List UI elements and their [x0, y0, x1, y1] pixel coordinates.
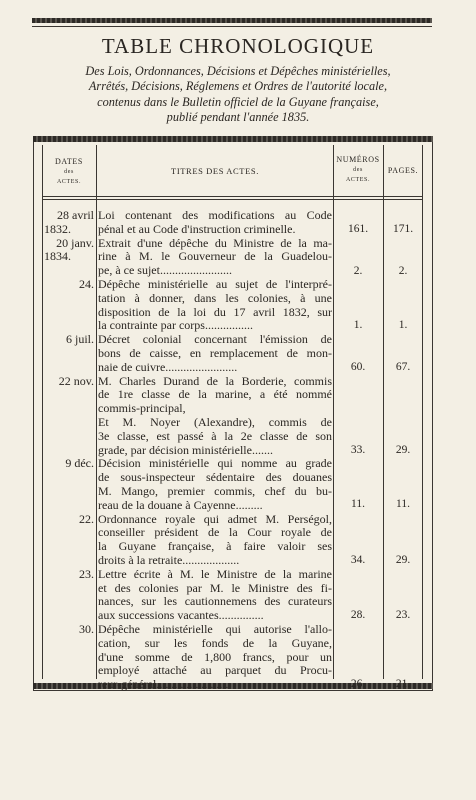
- date-text: 20 janv.: [56, 235, 94, 250]
- row-title: [98, 237, 332, 278]
- row-page: 171.: [392, 223, 414, 235]
- title-line: la contrainte par corps................: [98, 319, 253, 333]
- title-line: Décision ministérielle qui nomme au grade: [98, 457, 332, 471]
- table-top-border: [33, 136, 433, 142]
- row-title: [98, 209, 332, 237]
- row-date: [44, 623, 94, 637]
- date-text: 1832.: [44, 221, 71, 236]
- row-numero: 28.: [350, 608, 366, 621]
- title-line: commis-principal,: [98, 402, 186, 416]
- header-rule: [42, 199, 423, 200]
- row-page: 1.: [398, 318, 408, 331]
- table-row: [0, 333, 476, 374]
- title-line: Extrait d'une dépêche du Ministre de la ma-: [98, 236, 332, 250]
- row-numero: 26.: [350, 677, 366, 690]
- title-line: aux successions vacantes...............: [98, 609, 264, 623]
- table-row: [0, 457, 476, 512]
- row-date: [44, 568, 94, 582]
- row-page: 23.: [395, 608, 411, 621]
- title-line: droits à la retraite...................: [98, 553, 240, 567]
- row-numero: 33.: [350, 443, 366, 456]
- title-line: Ordonnance royale qui admet M. Perségol,: [98, 512, 332, 526]
- title-line: de sous-inspecteur sédentaire des douanes: [98, 471, 332, 485]
- date-text: 30.: [79, 621, 94, 636]
- row-date: [44, 209, 94, 237]
- row-page: 11.: [396, 498, 410, 511]
- column-header-numeros: [334, 155, 382, 185]
- title-line: nances, sur les cautionnemens des curateurs: [98, 595, 332, 609]
- table-row: [0, 375, 476, 458]
- table-body: [0, 209, 476, 692]
- row-title: [98, 333, 332, 374]
- title-line: Dépêche ministérielle au sujet de l'interpré-: [98, 277, 332, 291]
- title-line: tation à donner, dans les colonies, à une: [98, 291, 332, 305]
- page-title: TABLE CHRONOLOGIQUE: [101, 34, 375, 58]
- header-text: NUMÉROS: [336, 155, 380, 164]
- table-row: [0, 237, 476, 278]
- date-text: 24.: [79, 276, 94, 291]
- row-page: 29.: [395, 553, 411, 566]
- title-line: naie de cuivre........................: [98, 360, 238, 374]
- column-header-dates: [43, 157, 95, 187]
- title-line: Dépêche ministérielle qui autorise l'allo-: [98, 622, 332, 636]
- row-numero: 11.: [351, 498, 365, 511]
- row-title: [98, 375, 332, 458]
- title-line: et des colonies par M. le Ministre des fi-: [98, 581, 332, 595]
- row-page: 67.: [395, 361, 411, 374]
- table-row: [0, 209, 476, 237]
- row-numero: 1.: [353, 318, 363, 331]
- date-text: 28 avril: [57, 208, 94, 222]
- subtitle-line: contenus dans le Bulletin officiel de la Guyane française,: [97, 94, 379, 109]
- row-page: 21.: [395, 677, 411, 690]
- title-line: de 1re classe de la marine, a été nommé: [98, 388, 332, 402]
- title-line: reau de la douane à Cayenne.........: [98, 498, 263, 512]
- table-row: [0, 513, 476, 568]
- title-line: pe, à ce sujet........................: [98, 264, 232, 278]
- title-line: Et M. Noyer (Alexandre), commis de: [98, 415, 332, 429]
- title-line: rine à M. le Gouverneur de la Guadelou-: [98, 250, 332, 264]
- date-text: 22 nov.: [58, 373, 94, 388]
- top-thin-rule: [32, 26, 432, 27]
- row-page: 2.: [398, 264, 408, 277]
- row-numero: 34.: [350, 553, 366, 566]
- title-line: grade, par décision ministérielle.......: [98, 443, 273, 457]
- title-line: M. Charles Durand de la Borderie, commis: [98, 374, 332, 388]
- row-date: [44, 457, 94, 471]
- header-text: des: [353, 167, 363, 173]
- row-numero: 60.: [350, 361, 366, 374]
- page-subtitle: [30, 64, 446, 126]
- row-numero: 161.: [347, 223, 369, 235]
- subtitle-line: publié pendant l'année 1835.: [166, 110, 310, 125]
- title-line: d'une somme de 1,800 francs, pour un: [98, 650, 332, 664]
- row-title: [98, 457, 332, 512]
- title-line: bons de caisse, en remplacement de mon-: [98, 346, 332, 360]
- title-line: M. Mango, premier commis, chef du bu-: [98, 484, 332, 498]
- title-line: Loi contenant des modifications au Code: [98, 209, 332, 222]
- table-row: [0, 568, 476, 623]
- title-line: la Guyane française, à faire valoir ses: [98, 540, 332, 554]
- table-row: [0, 278, 476, 333]
- date-text: 23.: [79, 566, 94, 581]
- column-header-titres: TITRES DES ACTES.: [171, 166, 259, 176]
- title-line: Lettre écrite à M. le Ministre de la marine: [98, 567, 332, 581]
- subtitle-line: Des Lois, Ordonnances, Décisions et Dépêches ministérielles,: [85, 64, 391, 78]
- row-title: [98, 513, 332, 568]
- header-text: ACTES.: [56, 179, 82, 185]
- title-line: conseiller président de la Cour royale de: [98, 526, 332, 540]
- title-line: employé attaché au parquet du Procu-: [98, 664, 332, 678]
- row-title: [98, 568, 332, 623]
- subtitle-line: Arrêtés, Décisions, Réglemens et Ordres de l'autorité locale,: [88, 79, 388, 94]
- table-row: [0, 623, 476, 692]
- date-text: 6 juil.: [65, 332, 94, 347]
- header-rule: [42, 196, 423, 197]
- title-line: pénal et au Code d'instruction criminelle.: [98, 222, 296, 236]
- header-text: DATES: [55, 157, 83, 166]
- row-numero: 2.: [353, 264, 363, 277]
- row-title: [98, 278, 332, 333]
- row-date: [44, 333, 94, 347]
- top-decorative-rule: [32, 18, 432, 23]
- row-date: [44, 513, 94, 527]
- row-date: [44, 237, 94, 265]
- row-title: [98, 623, 332, 692]
- header-text: ACTES.: [345, 177, 371, 183]
- title-line: Décret colonial concernant l'émission de: [98, 333, 332, 347]
- date-text: 9 déc.: [65, 456, 94, 471]
- row-date: [44, 278, 94, 292]
- header-text: des: [64, 169, 74, 175]
- row-page: 29.: [395, 443, 411, 456]
- date-text: 22.: [79, 511, 94, 526]
- title-line: reur-général........................: [98, 678, 229, 692]
- title-line: 3e classe, est passé à la 2e classe de son: [98, 429, 332, 443]
- column-header-pages: PAGES.: [387, 166, 419, 175]
- row-date: [44, 375, 94, 389]
- date-text: 1834.: [44, 249, 71, 264]
- title-line: cation, sur les fonds de la Guyane,: [98, 636, 332, 650]
- title-line: disposition de la loi du 17 avril 1832, sur: [98, 305, 332, 319]
